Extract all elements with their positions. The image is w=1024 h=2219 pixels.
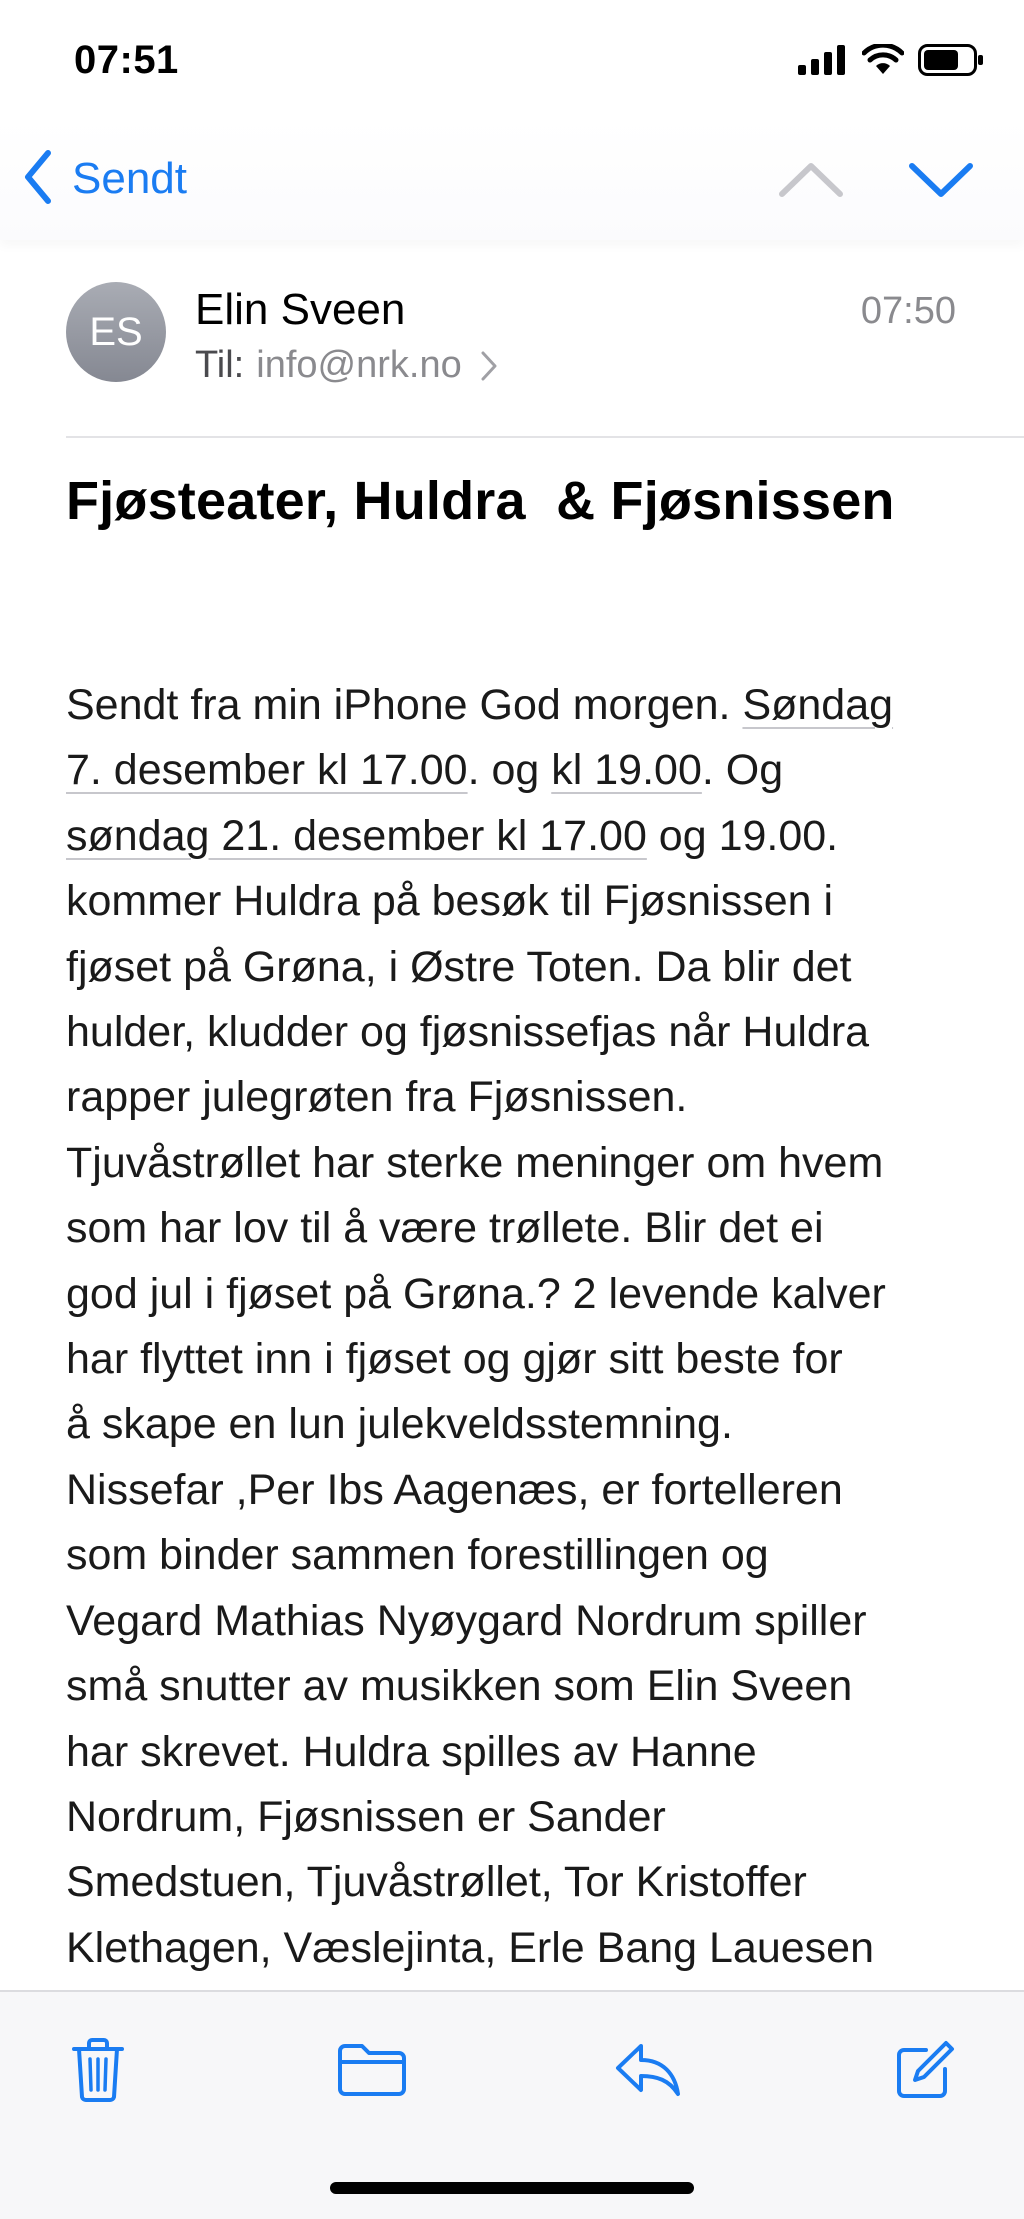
recipient-line[interactable] (195, 344, 498, 387)
header-divider (66, 436, 1024, 438)
status-time: 07:51 (74, 38, 179, 82)
folder-icon (336, 2041, 408, 2104)
body-line (66, 1262, 966, 1327)
body-text-segment: Tjuvåstrøllet har sterke meninger om hvem (66, 1138, 884, 1187)
body-text-segment: som binder sammen forestillingen og (66, 1531, 769, 1580)
date-link[interactable]: 7. desember kl 17.00 (66, 746, 468, 795)
body-line (66, 1000, 966, 1065)
delete-button[interactable] (58, 2032, 138, 2112)
body-text-segment: som har lov til å være trøllete. Blir det ei (66, 1204, 824, 1253)
cellular-signal-icon (798, 45, 848, 80)
body-line (66, 1785, 966, 1850)
status-icons (798, 44, 984, 81)
body-text-segment: god jul i fjøset på Grøna.? 2 levende kalver (66, 1269, 886, 1318)
body-line (66, 1720, 966, 1785)
message-time: 07:50 (860, 290, 956, 332)
body-text-segment: Nordrum, Fjøsnissen er Sander (66, 1792, 666, 1841)
back-label: Sendt (72, 154, 187, 203)
body-line (66, 1392, 966, 1457)
message-body (66, 673, 966, 1981)
compose-icon (892, 2038, 956, 2107)
to-label: Til: (195, 344, 245, 386)
body-line (66, 1523, 966, 1588)
move-to-folder-button[interactable] (332, 2032, 412, 2112)
body-line (66, 1589, 966, 1654)
body-text-segment: har skrevet. Huldra spilles av Hanne (66, 1727, 757, 1776)
navigation-bar (0, 120, 1024, 240)
body-text-segment: Vegard Mathias Nyøygard Nordrum spiller (66, 1596, 867, 1645)
body-text-segment: fjøset på Grøna, i Østre Toten. Da blir det (66, 942, 852, 991)
home-indicator[interactable] (330, 2182, 694, 2194)
body-line (66, 1065, 966, 1130)
body-text-segment: rapper julegrøten fra Fjøsnissen. (66, 1073, 688, 1122)
body-line (66, 1196, 966, 1261)
date-link[interactable]: søndag 21. desember kl 17.00 (66, 811, 647, 860)
battery-icon (918, 44, 984, 81)
body-line (66, 1131, 966, 1196)
chevron-right-icon (480, 350, 498, 382)
compose-button[interactable] (884, 2032, 964, 2112)
previous-message-button[interactable] (776, 150, 846, 210)
date-link[interactable]: Søndag (742, 681, 894, 729)
body-line (66, 673, 966, 738)
to-address: info@nrk.no (256, 344, 462, 386)
sender-name[interactable]: Elin Sveen (195, 285, 406, 334)
body-line (66, 1654, 966, 1719)
body-line (66, 804, 966, 869)
body-text-segment: og 19.00. (646, 811, 839, 860)
body-line (66, 1458, 966, 1523)
body-line (66, 1916, 966, 1981)
body-text-segment: Smedstuen, Tjuvåstrøllet, Tor Kristoffer (66, 1858, 807, 1907)
reply-button[interactable] (608, 2032, 688, 2112)
date-link[interactable]: kl 19.00 (551, 746, 702, 795)
body-line (66, 738, 966, 803)
back-button[interactable] (22, 146, 187, 212)
body-line (66, 1327, 966, 1392)
chevron-down-icon (906, 197, 976, 214)
next-message-button[interactable] (906, 150, 976, 210)
avatar[interactable]: ES (66, 282, 166, 382)
body-text-segment: Nissefar ,Per Ibs Aagenæs, er fortelleren (66, 1465, 843, 1514)
chevron-left-icon (22, 149, 54, 210)
body-text-segment: . og (467, 746, 552, 795)
body-text-segment: Sendt fra min iPhone God morgen. (66, 681, 743, 729)
status-bar (0, 0, 1024, 120)
chevron-up-icon (776, 197, 846, 214)
body-text-segment: har flyttet inn i fjøset og gjør sitt beste for (66, 1335, 843, 1384)
body-text-segment: . Og (701, 746, 784, 795)
reply-icon (613, 2040, 683, 2105)
trash-icon (70, 2037, 126, 2108)
body-text-segment: Klethagen, Væslejinta, Erle Bang Lauesen (66, 1923, 874, 1972)
body-text-segment: små snutter av musikken som Elin Sveen (66, 1662, 853, 1711)
message-subject: Fjøsteater, Huldra & Fjøsnissen (66, 471, 895, 531)
body-text-segment: kommer Huldra på besøk til Fjøsnissen i (66, 877, 834, 926)
body-line (66, 1850, 966, 1915)
body-line (66, 935, 966, 1000)
body-text-segment: å skape en lun julekveldsstemning. (66, 1400, 733, 1449)
body-text-segment: hulder, kludder og fjøsnissefjas når Huldra (66, 1008, 870, 1057)
message-header (0, 240, 1024, 436)
wifi-icon (862, 44, 904, 81)
body-line (66, 869, 966, 934)
